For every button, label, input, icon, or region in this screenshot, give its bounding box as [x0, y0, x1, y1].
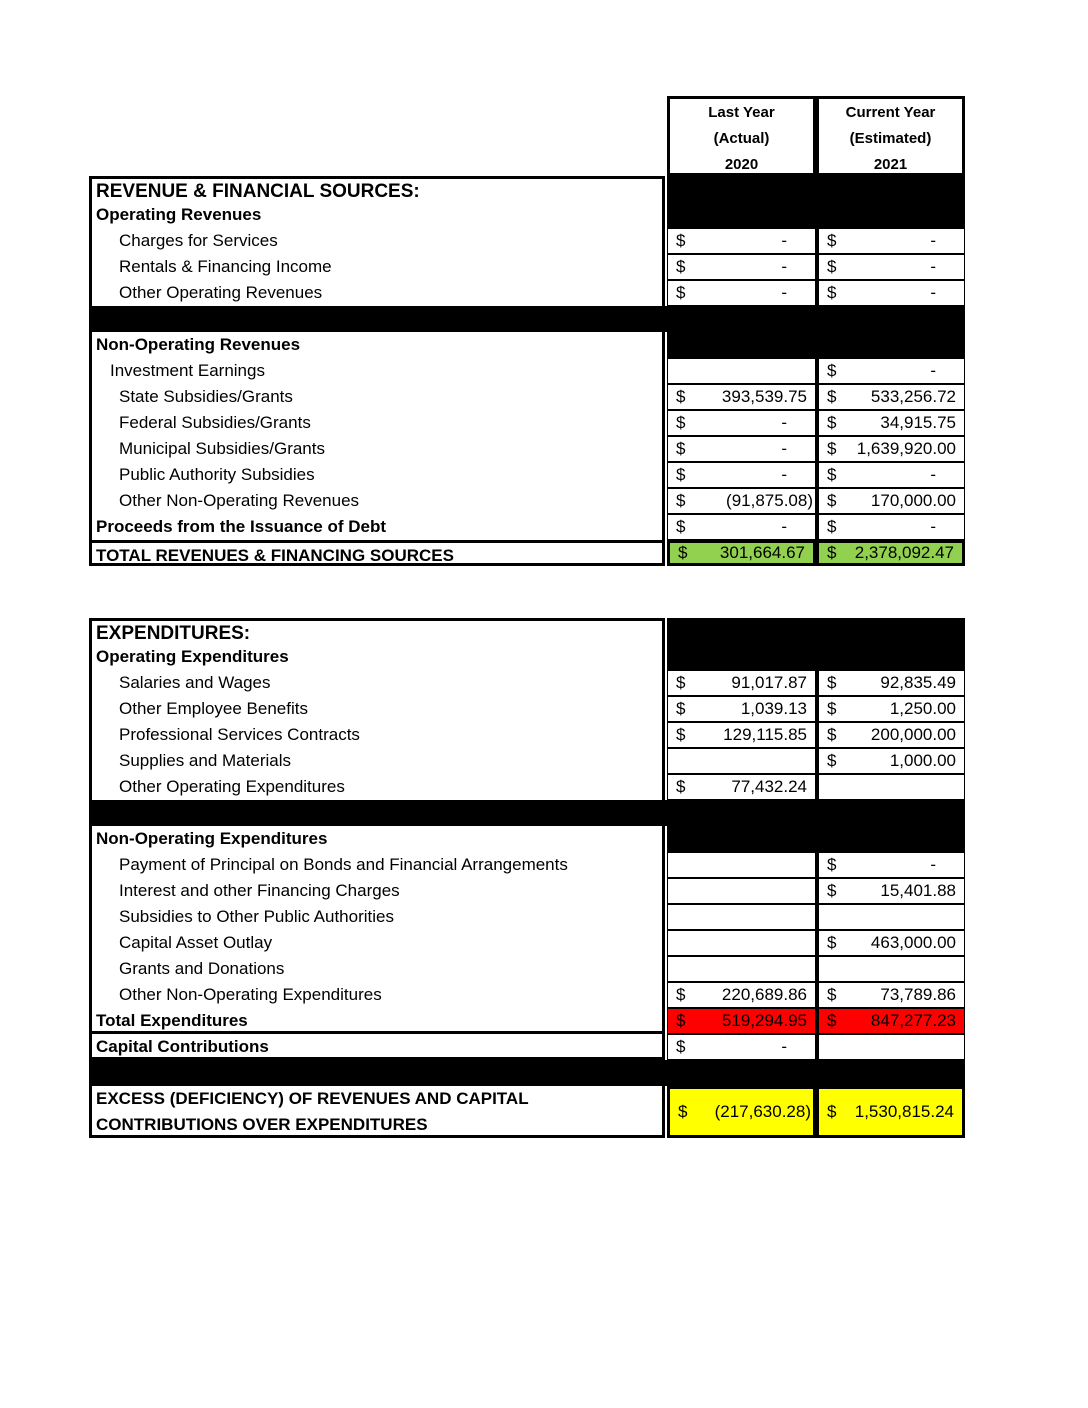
- table-row: Other Employee Benefits $ 1,039.13 $ 1,250.00: [89, 696, 966, 722]
- revenue-section-title: REVENUE & FINANCIAL SOURCES:: [89, 176, 665, 202]
- excess-row: EXCESS (DEFICIENCY) OF REVENUES AND CAPITAL CONTRIBUTIONS OVER EXPENDITURES $ (217,630.28) $ 1,530,815.24: [89, 1086, 966, 1138]
- operating-expenditures-heading: Operating Expenditures: [89, 644, 665, 670]
- excess-label: EXCESS (DEFICIENCY) OF REVENUES AND CAPITAL CONTRIBUTIONS OVER EXPENDITURES: [89, 1086, 665, 1138]
- header-last-year: Last Year (Actual) 2020: [667, 96, 816, 176]
- separator-bar: [89, 306, 965, 332]
- table-row: Federal Subsidies/Grants $ - $ 34,915.75: [89, 410, 966, 436]
- separator-bar: [89, 1060, 965, 1086]
- table-row: Payment of Principal on Bonds and Financial Arrangements $ -: [89, 852, 966, 878]
- row-label: Other Operating Expenditures: [89, 774, 665, 800]
- row-label: Other Non-Operating Revenues: [89, 488, 665, 514]
- table-row: Other Non-Operating Revenues $ (91,875.08) $ 170,000.00: [89, 488, 966, 514]
- operating-expenditures-row: [89, 644, 966, 670]
- operating-revenues-heading: Operating Revenues: [89, 202, 665, 228]
- revenue-title-row: [89, 176, 966, 202]
- capital-contributions-row: Capital Contributions $ -: [89, 1034, 966, 1060]
- table-row: Charges for Services $ - $ -: [89, 228, 966, 254]
- table-row: Investment Earnings $ -: [89, 358, 966, 384]
- table-row: Other Non-Operating Expenditures $ 220,689.86 $ 73,789.86: [89, 982, 966, 1008]
- row-label: Salaries and Wages: [89, 670, 665, 696]
- row-label: Municipal Subsidies/Grants: [89, 436, 665, 462]
- row-label: Interest and other Financing Charges: [89, 878, 665, 904]
- financial-sheet: [89, 96, 966, 1138]
- row-label: Investment Earnings: [89, 358, 665, 384]
- row-label: Payment of Principal on Bonds and Financial Arrangements: [89, 852, 665, 878]
- table-row: Capital Asset Outlay $ 463,000.00: [89, 930, 966, 956]
- table-row: Interest and other Financing Charges $ 15,401.88: [89, 878, 966, 904]
- column-headers: [89, 96, 966, 176]
- row-label: Supplies and Materials: [89, 748, 665, 774]
- capital-contributions-label: Capital Contributions: [89, 1034, 665, 1060]
- row-label: State Subsidies/Grants: [89, 384, 665, 410]
- row-label: Federal Subsidies/Grants: [89, 410, 665, 436]
- row-label: Grants and Donations: [89, 956, 665, 982]
- row-label: Charges for Services: [89, 228, 665, 254]
- table-row: State Subsidies/Grants $ 393,539.75 $ 533,256.72: [89, 384, 966, 410]
- row-label: Public Authority Subsidies: [89, 462, 665, 488]
- total-expenditures-row: Total Expenditures $ 519,294.95 $ 847,277.23: [89, 1008, 966, 1034]
- nonop-revenues-heading: Non-Operating Revenues: [89, 332, 665, 358]
- total-revenues-row: TOTAL REVENUES & FINANCING SOURCES $ 301,664.67 $ 2,378,092.47: [89, 540, 966, 566]
- operating-revenues-row: [89, 202, 966, 228]
- header-current-year: Current Year (Estimated) 2021: [816, 96, 965, 176]
- row-label: Other Employee Benefits: [89, 696, 665, 722]
- table-row: Rentals & Financing Income $ - $ -: [89, 254, 966, 280]
- row-label: Capital Asset Outlay: [89, 930, 665, 956]
- row-label: Subsidies to Other Public Authorities: [89, 904, 665, 930]
- nonop-expenditures-row: [89, 826, 966, 852]
- table-row: Municipal Subsidies/Grants $ - $ 1,639,920.00: [89, 436, 966, 462]
- expenditures-title-row: [89, 618, 966, 644]
- table-row: Professional Services Contracts $ 129,115.85 $ 200,000.00: [89, 722, 966, 748]
- table-row: Other Operating Expenditures $ 77,432.24: [89, 774, 966, 800]
- table-row: Salaries and Wages $ 91,017.87 $ 92,835.49: [89, 670, 966, 696]
- table-row: [89, 904, 966, 930]
- row-label: Other Operating Revenues: [89, 280, 665, 306]
- table-row: Public Authority Subsidies $ - $ -: [89, 462, 966, 488]
- nonop-revenues-row: [89, 332, 966, 358]
- nonop-expenditures-heading: Non-Operating Expenditures: [89, 826, 665, 852]
- table-row: Supplies and Materials $ 1,000.00: [89, 748, 966, 774]
- table-row: Proceeds from the Issuance of Debt $ - $ -: [89, 514, 966, 540]
- row-label: Other Non-Operating Expenditures: [89, 982, 665, 1008]
- row-label: Rentals & Financing Income: [89, 254, 665, 280]
- table-row: [89, 956, 966, 982]
- separator-bar: [89, 800, 965, 826]
- row-label: Professional Services Contracts: [89, 722, 665, 748]
- expenditures-section-title: EXPENDITURES:: [89, 618, 665, 644]
- total-revenues-label: TOTAL REVENUES & FINANCING SOURCES: [89, 540, 665, 566]
- table-row: Other Operating Revenues $ - $ -: [89, 280, 966, 306]
- total-expenditures-label: Total Expenditures: [89, 1008, 665, 1034]
- row-label: Proceeds from the Issuance of Debt: [89, 514, 665, 540]
